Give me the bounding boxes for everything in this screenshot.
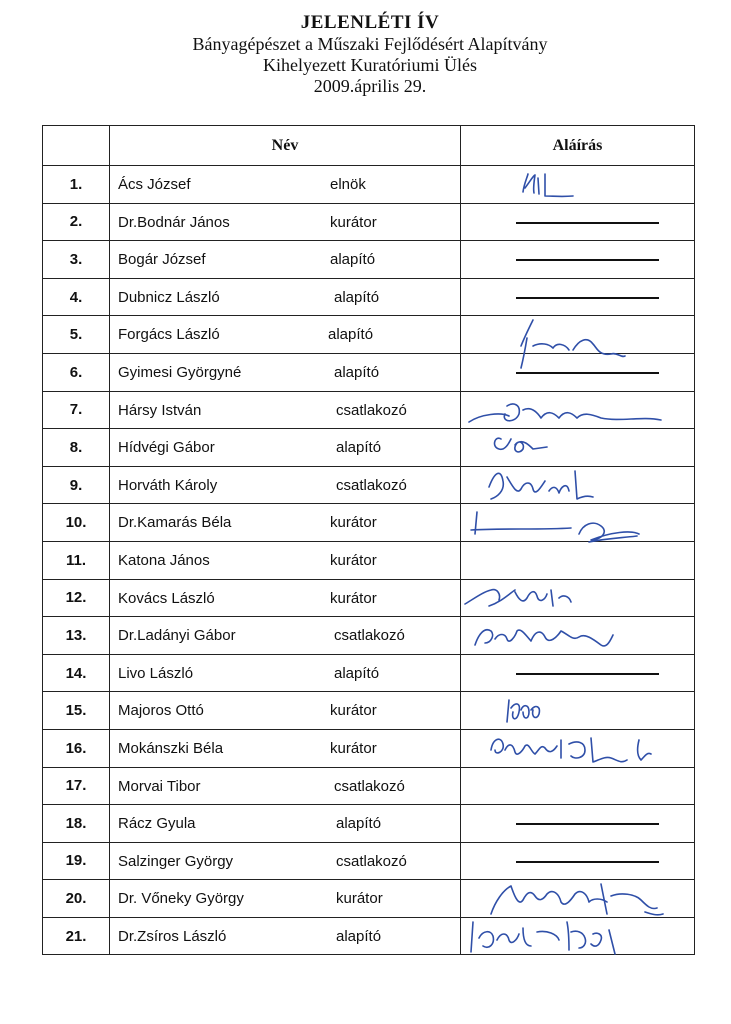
member-cell: [110, 316, 461, 354]
member-name: Salzinger György: [118, 852, 234, 870]
document-title: JELENLÉTI ÍV: [300, 12, 440, 33]
signature-cell: [461, 429, 695, 467]
handwritten-signature: [461, 316, 693, 354]
signature-cell: [461, 579, 695, 617]
row-number: 1.: [43, 166, 110, 204]
member-cell: [110, 278, 461, 316]
absent-dash: [516, 372, 659, 374]
table-row: [43, 316, 695, 354]
member-cell: [110, 805, 461, 843]
table-row: [43, 842, 695, 880]
absent-dash: [516, 861, 659, 863]
signature-cell: [461, 880, 695, 918]
signature-cell: [461, 805, 695, 843]
member-cell: [110, 391, 461, 429]
document-header: [0, 12, 731, 97]
table-row: [43, 278, 695, 316]
member-name: Dr.Ladányi Gábor: [118, 627, 236, 645]
member-name: Horváth Károly: [118, 476, 218, 494]
signature-cell: [461, 166, 695, 204]
member-role: csatlakozó: [334, 777, 405, 795]
handwritten-signature: [461, 166, 693, 204]
member-name: Dr.Zsíros László: [118, 927, 227, 945]
row-number: 16.: [43, 729, 110, 767]
member-role: alapító: [336, 815, 382, 833]
member-name: Ács József: [118, 176, 191, 193]
handwritten-signature: [461, 918, 693, 956]
handwritten-signature: [461, 880, 693, 918]
table-row: [43, 466, 695, 504]
table-row: [43, 805, 695, 843]
signature-cell: [461, 241, 695, 279]
member-cell: [110, 241, 461, 279]
handwritten-signature: [461, 580, 693, 618]
member-role: alapító: [334, 363, 380, 381]
signature-cell: [461, 466, 695, 504]
table-row: [43, 729, 695, 767]
table-row: [43, 917, 695, 955]
signature-cell: [461, 654, 695, 692]
signature-cell: [461, 504, 695, 542]
signature-cell: [461, 842, 695, 880]
member-role: kurátor: [330, 589, 377, 607]
member-name: Morvai Tibor: [118, 777, 201, 795]
table-row: [43, 654, 695, 692]
signature-cell: [461, 767, 695, 805]
signature-cell: [461, 617, 695, 655]
table-row: [43, 579, 695, 617]
member-cell: [110, 880, 461, 918]
row-number: 2.: [43, 203, 110, 241]
member-role: alapító: [336, 927, 382, 945]
member-cell: [110, 729, 461, 767]
member-name: Forgács László: [118, 326, 220, 344]
name-column-header: Név: [110, 126, 461, 166]
row-number: 17.: [43, 767, 110, 805]
handwritten-signature: [461, 392, 693, 430]
table-row: [43, 166, 695, 204]
member-cell: [110, 504, 461, 542]
table-row: [43, 203, 695, 241]
member-cell: [110, 429, 461, 467]
member-name: Dubnicz László: [118, 288, 220, 306]
member-role: kurátor: [330, 739, 377, 757]
signature-cell: [461, 917, 695, 955]
member-cell: [110, 166, 461, 204]
table-row: [43, 429, 695, 467]
member-cell: [110, 466, 461, 504]
member-cell: [110, 692, 461, 730]
row-number: 11.: [43, 541, 110, 579]
member-name: Katona János: [118, 551, 210, 569]
signature-stroke: [471, 512, 639, 542]
row-number: 19.: [43, 842, 110, 880]
signature-stroke: [471, 922, 615, 954]
signature-stroke: [507, 700, 539, 722]
member-name: Hídvégi Gábor: [118, 439, 215, 457]
handwritten-signature: [461, 429, 693, 467]
signature-stroke: [495, 438, 547, 452]
row-number: 21.: [43, 917, 110, 955]
member-name: Rácz Gyula: [118, 815, 196, 833]
signature-cell: [461, 729, 695, 767]
member-role: kurátor: [330, 213, 377, 231]
member-role: kurátor: [330, 702, 377, 720]
member-name: Kovács László: [118, 589, 215, 607]
member-role: kurátor: [330, 514, 377, 532]
table-row: [43, 391, 695, 429]
row-number: 13.: [43, 617, 110, 655]
row-number: 4.: [43, 278, 110, 316]
row-number: 6.: [43, 353, 110, 391]
row-number: 9.: [43, 466, 110, 504]
row-number: 20.: [43, 880, 110, 918]
member-role: alapító: [336, 439, 382, 457]
signature-cell: [461, 391, 695, 429]
member-name: Dr.Bodnár János: [118, 213, 230, 231]
table-row: [43, 504, 695, 542]
member-cell: [110, 917, 461, 955]
member-cell: [110, 541, 461, 579]
attendance-table: [42, 125, 695, 955]
absent-dash: [516, 222, 659, 224]
signature-cell: [461, 203, 695, 241]
handwritten-signature: [461, 692, 693, 730]
member-cell: [110, 617, 461, 655]
table-row: [43, 692, 695, 730]
member-cell: [110, 767, 461, 805]
member-name: Majoros Ottó: [118, 702, 204, 720]
table-row: [43, 353, 695, 391]
member-role: csatlakozó: [336, 852, 407, 870]
absent-dash: [516, 673, 659, 675]
member-name: Hársy István: [118, 401, 202, 419]
handwritten-signature: [461, 617, 693, 655]
member-role: elnök: [330, 176, 366, 193]
signature-cell: [461, 316, 695, 354]
table-row: [43, 541, 695, 579]
signature-stroke: [491, 884, 663, 915]
row-number: 15.: [43, 692, 110, 730]
table-row: [43, 241, 695, 279]
signature-column-header: Aláírás: [461, 126, 695, 166]
meeting-date: 2009.április 29.: [313, 76, 427, 96]
handwritten-signature: [461, 504, 693, 542]
member-name: Dr. Vőneky György: [118, 890, 244, 908]
member-role: kurátor: [330, 551, 377, 569]
absent-dash: [516, 259, 659, 261]
signature-stroke: [489, 471, 593, 499]
absent-dash: [516, 297, 659, 299]
member-name: Dr.Kamarás Béla: [118, 514, 232, 532]
member-cell: [110, 203, 461, 241]
member-role: alapító: [334, 288, 380, 306]
signature-stroke: [469, 404, 661, 422]
member-cell: [110, 579, 461, 617]
table-row: [43, 767, 695, 805]
row-number: 12.: [43, 579, 110, 617]
member-cell: [110, 842, 461, 880]
member-role: alapító: [328, 326, 374, 344]
member-name: Livo László: [118, 664, 194, 682]
row-number: 8.: [43, 429, 110, 467]
absent-dash: [516, 823, 659, 825]
signature-cell: [461, 541, 695, 579]
row-number: 5.: [43, 316, 110, 354]
table-header-row: [43, 126, 695, 166]
number-column-header: [43, 126, 110, 166]
member-role: alapító: [330, 251, 376, 269]
member-name: Mokánszki Béla: [118, 739, 224, 757]
member-cell: [110, 654, 461, 692]
row-number: 10.: [43, 504, 110, 542]
signature-cell: [461, 278, 695, 316]
table-row: [43, 880, 695, 918]
table-row: [43, 617, 695, 655]
signature-stroke: [465, 589, 571, 605]
member-name: Bogár József: [118, 251, 206, 269]
signature-cell: [461, 692, 695, 730]
row-number: 14.: [43, 654, 110, 692]
signature-stroke: [523, 174, 573, 196]
handwritten-signature: [461, 730, 693, 768]
row-number: 3.: [43, 241, 110, 279]
signature-stroke: [491, 738, 651, 762]
member-role: csatlakozó: [336, 476, 407, 494]
row-number: 18.: [43, 805, 110, 843]
foundation-name: Bányagépészet a Műszaki Fejlődésért Alapítvány: [192, 34, 548, 54]
member-role: csatlakozó: [334, 627, 405, 645]
meeting-name: Kihelyezett Kuratóriumi Ülés: [263, 55, 477, 75]
member-role: kurátor: [336, 890, 383, 908]
member-role: csatlakozó: [336, 401, 407, 419]
signature-stroke: [475, 630, 613, 646]
member-role: alapító: [334, 664, 380, 682]
handwritten-signature: [461, 467, 693, 505]
member-cell: [110, 353, 461, 391]
signature-cell: [461, 353, 695, 391]
member-name: Gyimesi Györgyné: [118, 363, 242, 381]
row-number: 7.: [43, 391, 110, 429]
